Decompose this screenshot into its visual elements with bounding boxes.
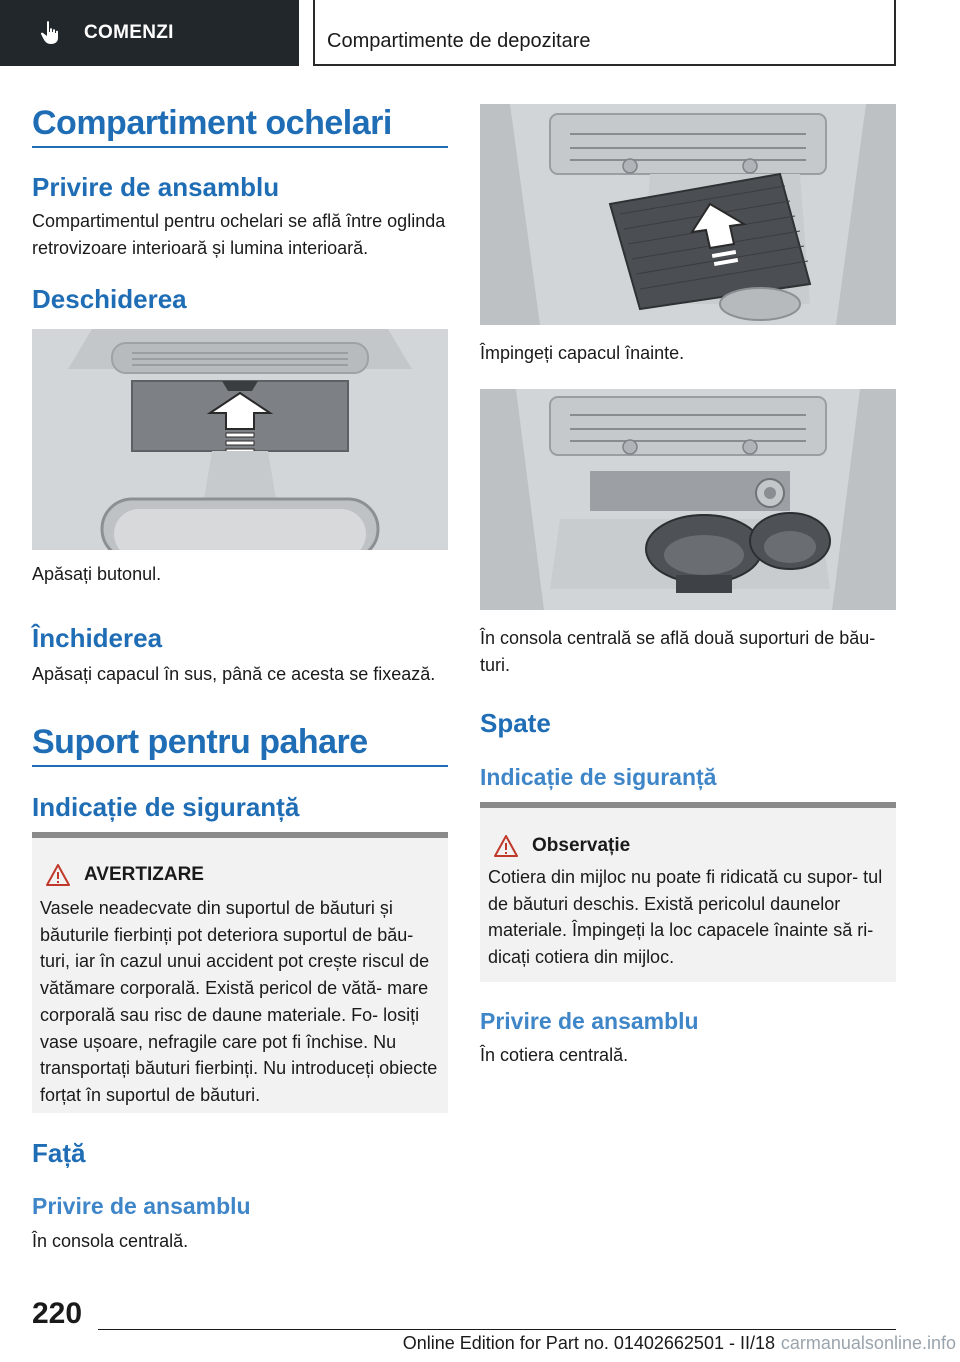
paragraph-front: În consola centrală.: [32, 1231, 189, 1251]
heading-cupholder: Suport pentru pahare: [32, 723, 368, 761]
note-header: [494, 835, 630, 857]
chapter-tab[interactable]: [0, 0, 299, 66]
section-title: Compartimente de depozitare: [327, 30, 591, 52]
note-title: Observație: [532, 835, 631, 856]
figure-cupholders: [480, 389, 896, 610]
figure-console-lid: [480, 104, 896, 325]
hand-pointer-icon: [40, 20, 62, 46]
warning-title: AVERTIZARE: [84, 864, 204, 885]
watermark: carmanualsonline.info: [780, 1333, 956, 1353]
heading-glasses-compartment: Compartiment ochelari: [32, 104, 392, 142]
heading-rear: Spate: [480, 708, 551, 738]
heading-safety-note: Indicație de siguranță: [32, 792, 300, 822]
section-header: [313, 0, 896, 66]
warning-triangle-icon: [46, 864, 70, 886]
heading-opening: Deschiderea: [32, 284, 187, 314]
warning-triangle-icon: [494, 835, 518, 857]
caption-press-button: Apăsați butonul.: [32, 564, 162, 584]
paragraph-closing: Apăsați capacul în sus, până ce acesta se fixează.: [32, 664, 436, 684]
note-text: Cotiera din mijloc nu poate fi ridicată cu supor- tul de băuturi deschis. Există pericolul daunelor materiale. Împingeți la loc capacele înainte să ri- dicați cotiera din mijloc.: [488, 867, 883, 968]
chapter-tab-label: COMENZI: [84, 22, 174, 43]
note-box: [480, 802, 896, 982]
figure-glasses-compartment: [32, 329, 448, 550]
caption-push-lid: Împingeți capacul înainte.: [480, 343, 685, 363]
warning-header: [46, 864, 204, 886]
edition-info: Online Edition for Part no. 01402662501 - II/18: [402, 1333, 775, 1353]
heading-closing: Închiderea: [32, 623, 163, 653]
paragraph-rear: În cotiera centrală.: [480, 1045, 629, 1065]
warning-box: [32, 832, 448, 1113]
heading-overview-front: Privire de ansamblu: [32, 1193, 251, 1219]
paragraph-overview: Compartimentul pentru ochelari se află între oglinda retrovizoare interioară și lumina interioară.: [32, 211, 446, 258]
heading-overview: Privire de ansamblu: [32, 172, 280, 202]
heading-rule: [32, 146, 448, 148]
page-number: 220: [32, 1297, 83, 1330]
heading-overview-rear: Privire de ansamblu: [480, 1008, 699, 1034]
heading-front: Față: [32, 1138, 86, 1168]
footer-rule: [98, 1329, 896, 1330]
warning-text: Vasele neadecvate din suportul de băuturi și băuturile fierbinți pot deteriora suportul de bău- turi, iar în cazul unui accident pot crește riscul de vătămare corporală. Există pericol de vătă- mare corporală sau risc de daune materiale. Fo- losiți vase ușoare, nefragile care pot fi închise. Nu transportați băuturi fierbinți. Nu introduceți obiecte forțat în suportul de băuturi.: [40, 898, 438, 1105]
caption-console-cupholders: În consola centrală se află două suporturi de bău- turi.: [480, 628, 876, 675]
heading-rule: [32, 765, 448, 767]
heading-safety-rear: Indicație de siguranță: [480, 764, 717, 790]
